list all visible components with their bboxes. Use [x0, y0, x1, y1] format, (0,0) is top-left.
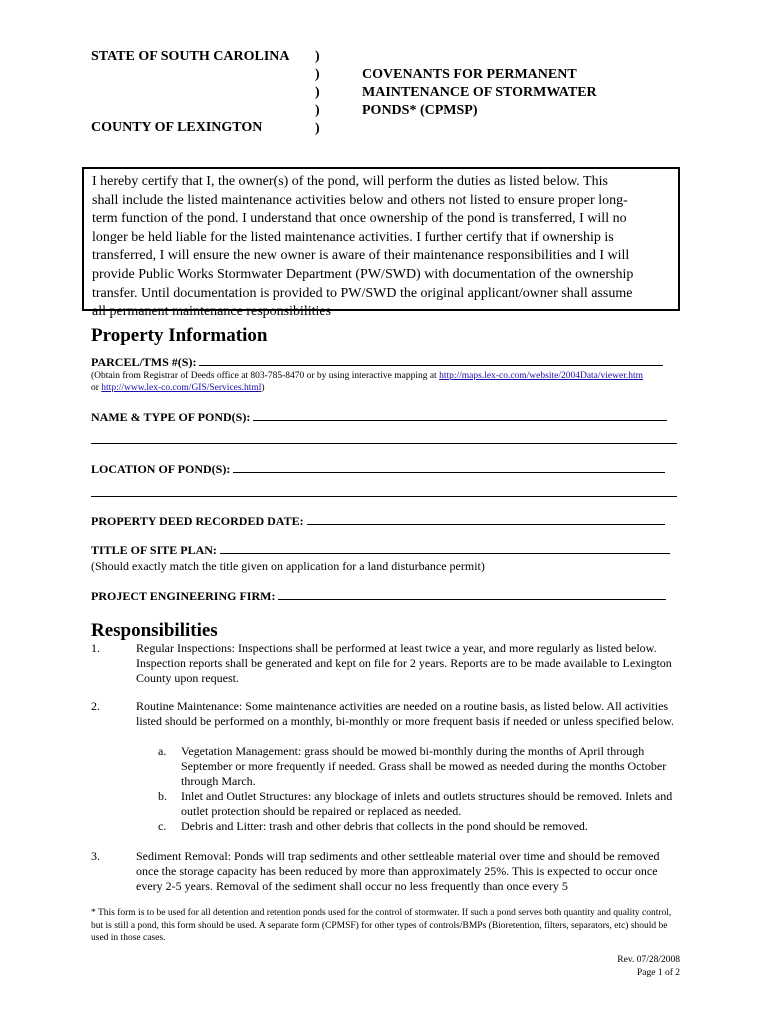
pond-name-field	[91, 410, 667, 425]
pond-location-input-line[interactable]	[233, 462, 665, 473]
parcel-field	[91, 355, 663, 370]
sub-a-label: a.	[158, 744, 167, 758]
parcel-input-line[interactable]	[199, 355, 663, 366]
engineering-firm-input-line[interactable]	[278, 589, 666, 600]
item-2-text: Routine Maintenance: Some maintenance activities are needed on a routine basis, as listed below. All activities listed should be performed on a monthly, bi-monthly or more frequent basis if needed or unless specified below.	[136, 699, 674, 728]
parcel-map-link[interactable]: http://maps.lex-co.com/website/2004Data/viewer.htm	[439, 371, 644, 381]
item-3-number: 3.	[91, 849, 100, 863]
pond-name-label: NAME & TYPE OF POND(S):	[91, 410, 251, 424]
cert-line: all permanent maintenance responsibilities	[92, 304, 332, 320]
cert-line: transfer. Until documentation is provided to PW/SWD the original applicant/owner shall assume	[92, 285, 633, 301]
paren-4: )	[315, 103, 320, 118]
responsibilities-heading: Responsibilities	[91, 620, 218, 641]
pond-location-field	[91, 462, 665, 477]
sub-b-label: b.	[158, 789, 167, 803]
item-3-text: Sediment Removal: Ponds will trap sediments and other settleable material over time and should be removed once the storage capacity has been reduced by more than approximately 25%. This is expected to occur once every 2-5 years. Removal of the sediment shall occur no less frequently than once every 5	[136, 849, 660, 893]
cert-line: term function of the pond. I understand that once ownership of the pond is transferred, I will no	[92, 211, 627, 227]
sub-a-text: Vegetation Management: grass should be mowed bi-monthly during the months of April through September or more frequently if needed. Grass shall be mowed as needed during the months October through March.	[181, 744, 667, 788]
cert-line: longer be held liable for the listed maintenance activities. I further certify that if ownership is	[92, 229, 614, 245]
site-plan-note: (Should exactly match the title given on application for a land disturbance permit)	[91, 559, 485, 573]
parcel-note-or: or	[91, 383, 102, 393]
sub-c-label: c.	[158, 819, 167, 833]
engineering-firm-label: PROJECT ENGINEERING FIRM:	[91, 589, 276, 603]
pond-location-continuation-line[interactable]	[91, 496, 677, 497]
certification-box	[82, 167, 680, 320]
county-line: COUNTY OF LEXINGTON	[91, 120, 263, 135]
engineering-firm-field	[91, 589, 666, 604]
paren-2: )	[315, 67, 320, 82]
revision-date: Rev. 07/28/2008	[617, 955, 680, 965]
cert-line: shall include the listed maintenance activities below and others not listed to ensure proper long-	[92, 192, 628, 208]
footnote: * This form is to be used for all detention and retention ponds used for the control of stormwater. If such a pond serves both quantity and quality control, but is still a pond, this form should be used. A separate form (CPMSF) for other types of controls/BMPs (Bioretention, filters, separators, etc) should be used in those cases.	[91, 908, 672, 943]
parcel-note-2	[91, 382, 265, 394]
cert-line: I hereby certify that I, the owner(s) of the pond, will perform the duties as listed below. This	[92, 174, 608, 189]
form-title-line-1: COVENANTS FOR PERMANENT	[362, 67, 577, 82]
pond-name-input-line[interactable]	[253, 410, 667, 421]
gis-services-link[interactable]: http://www.lex-co.com/GIS/Services.html	[101, 383, 262, 393]
parcel-label: PARCEL/TMS #(S):	[91, 355, 197, 369]
state-line: STATE OF SOUTH CAROLINA	[91, 49, 290, 64]
paren-1: )	[315, 49, 320, 64]
parcel-note-prefix: (Obtain from Registrar of Deeds office at 803-785-8470 or by using interactive mapping at	[91, 371, 440, 381]
pond-name-continuation-line[interactable]	[91, 443, 677, 444]
cert-line: transferred, I will ensure the new owner is aware of their maintenance responsibilities and I will	[92, 248, 630, 264]
pond-location-label: LOCATION OF POND(S):	[91, 462, 231, 476]
item-2-number: 2.	[91, 699, 100, 713]
site-plan-field	[91, 543, 670, 558]
sub-b-text: Inlet and Outlet Structures: any blockage of inlets and outlets structures should be removed. Inlets and outlet protection should be repaired or replaced as needed.	[181, 789, 673, 818]
parcel-note	[91, 370, 643, 382]
site-plan-input-line[interactable]	[220, 543, 670, 554]
paren-3: )	[315, 85, 320, 100]
cert-line: provide Public Works Stormwater Department (PW/SWD) with documentation of the ownership	[92, 266, 634, 282]
paren-5: )	[315, 121, 320, 136]
deed-date-label: PROPERTY DEED RECORDED DATE:	[91, 514, 304, 528]
form-title-line-2: MAINTENANCE OF STORMWATER	[362, 85, 597, 100]
item-1-text: Regular Inspections: Inspections shall be performed at least twice a year, and more regularly as listed below. Inspection reports shall be generated and kept on file for 2 years. Reports are to be made available to Lexington County upon request.	[136, 641, 672, 685]
site-plan-label: TITLE OF SITE PLAN:	[91, 543, 217, 557]
property-heading: Property Information	[91, 325, 268, 346]
item-1-number: 1.	[91, 641, 100, 655]
sub-c-text: Debris and Litter: trash and other debris that collects in the pond should be removed.	[181, 819, 588, 833]
deed-date-input-line[interactable]	[307, 514, 665, 525]
form-title-line-3: PONDS* (CPMSP)	[362, 103, 478, 118]
parcel-note-suffix: )	[261, 383, 265, 393]
page-number: Page 1 of 2	[636, 968, 680, 978]
deed-date-field	[91, 514, 665, 529]
